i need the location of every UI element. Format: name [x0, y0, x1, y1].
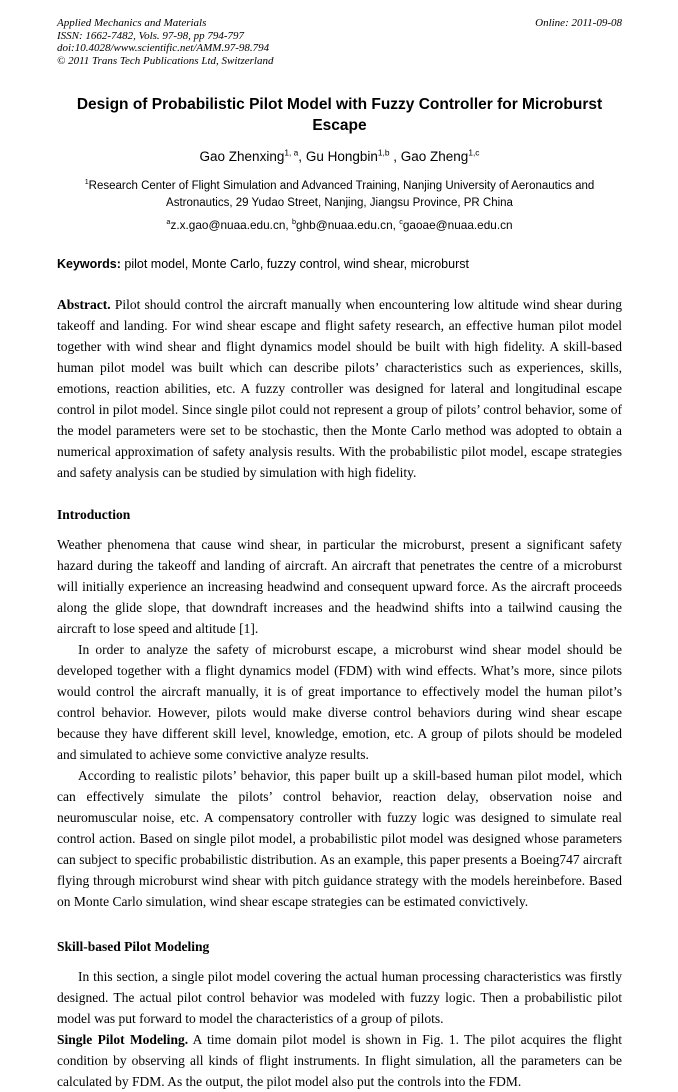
author-affiliation-mark: 1, a — [284, 147, 299, 158]
emails-line — [57, 218, 622, 232]
author-separator: , — [298, 149, 306, 164]
keywords-text: pilot model, Monte Carlo, fuzzy control, wind shear, microburst — [120, 257, 469, 271]
affiliation-text: Research Center of Flight Simulation and Advanced Training, Nanjing University of Aeronautics and Astronautics, 29 Yudao Street, Nanjing, Jiangsu Province, PR China — [88, 180, 595, 209]
section-heading-introduction: Introduction — [57, 507, 131, 522]
journal-name: Applied Mechanics and Materials — [57, 17, 207, 29]
copyright-line: © 2011 Trans Tech Publications Ltd, Switzerland — [57, 54, 274, 67]
keywords-line — [57, 257, 622, 271]
email-address: ghb@nuaa.edu.cn — [296, 218, 393, 232]
email-address: gaoae@nuaa.edu.cn — [402, 218, 513, 232]
introduction-paragraph-3: According to realistic pilots’ behavior, this paper built up a skill-based human pilot model, which can effectively simulate the pilots’ control behavior, reaction delay, observation noise and neuromuscular noise, etc. A compensatory controller with fuzzy logic was designed to simulate real control action. Based on single pilot model, a probabilistic pilot model was designed whose parameters can subject to specific probabilistic distribution. As an example, this paper presents a Boeing747 aircraft flying through microburst wind shear with pitch guidance strategy with the models hereinbefore. Based on Monte Carlo simulation, wind shear escape strategies can be estimated convictively. — [57, 768, 622, 909]
author-name: Gao Zhenxing — [199, 149, 285, 164]
email-separator: , — [392, 218, 400, 232]
online-date: Online: 2011-09-08 — [535, 17, 622, 29]
authors-line — [57, 149, 622, 164]
author-name: Gu Hongbin — [305, 149, 378, 164]
abstract-text: Pilot should control the aircraft manually when encountering low altitude wind shear during takeoff and landing. For wind shear escape and flight safety research, an effective human pilot model together with wind shear and flight dynamics model should be built with high fidelity. A skill-based human pilot model was built which can describe pilots’ characteristics such as experiences, skills, emotions, reaction abilities, etc. A fuzzy controller was designed for lateral and longitudinal escape control in pilot model. Since single pilot could not represent a group of pilots’ control behavior, some of the model parameters were set to be stochastic, then the Monte Carlo method was adopted to obtain a numerical approximation of safety analysis results. With the probabilistic pilot model, escape strategies and safety analysis can be studied by simulation with high fidelity. — [57, 297, 622, 480]
email-separator: , — [285, 218, 292, 232]
affiliation-line — [70, 178, 610, 211]
skill-section-paragraph-1: In this section, a single pilot model covering the actual human processing characteristics was firstly designed. The actual pilot control behavior was modeled with fuzzy logic. Then a probabilistic pilot model was put forward to model the characteristics of a group of pilots. — [57, 969, 622, 1026]
journal-header — [57, 17, 622, 67]
keywords-label: Keywords: — [57, 257, 121, 271]
author-name: Gao Zheng — [400, 149, 469, 164]
email-mark: c — [399, 217, 403, 227]
single-pilot-modeling-text: A time domain pilot model is shown in Fig. 1. The pilot acquires the flight condition by observing all kinds of flight instruments. In flight simulation, all the parameters can be calculated by FDM. As the output, the pilot model also put the controls into the FDM. — [57, 1032, 622, 1089]
issn-line: ISSN: 1662-7482, Vols. 97-98, pp 794-797 — [57, 29, 244, 42]
introduction-paragraph-1: Weather phenomena that cause wind shear, in particular the microburst, present a significant safety hazard during the takeoff and landing of aircraft. An aircraft that penetrates the centre of a microburst will initially experience an increasing headwind and consequent upward force. As the aircraft proceeds along the glide slope, that downdraft increases and the headwind shifts into a tailwind causing the aircraft to lose speed and altitude [1]. — [57, 537, 622, 636]
skill-section-paragraph-2 — [57, 1029, 622, 1092]
abstract-label: Abstract. — [57, 297, 111, 312]
email-mark: b — [291, 217, 297, 227]
doi-line: doi:10.4028/www.scientific.net/AMM.97-98.794 — [57, 42, 270, 54]
author-separator: , — [389, 149, 401, 164]
email-mark: a — [166, 217, 171, 227]
author-affiliation-mark: 1,b — [377, 147, 390, 158]
author-affiliation-mark: 1,c — [468, 147, 480, 158]
section-heading-skill-based-pilot-modeling: Skill-based Pilot Modeling — [57, 939, 210, 954]
abstract-paragraph — [57, 294, 622, 483]
introduction-paragraph-2: In order to analyze the safety of microburst escape, a microburst wind shear model should be developed together with a flight dynamics model (FDM) with wind effects. What’s more, since pilots would control the aircraft manually, it is of great importance to effectively model the human pilot’s control behavior. However, pilots would make diverse control behaviors during wind shear escape because they have different skill level, knowledge, emotion, etc. A group of pilots should be modeled and simulated to achieve some convictive analyze results. — [57, 642, 622, 762]
email-address: z.x.gao@nuaa.edu.cn — [170, 218, 286, 232]
paper-title: Design of Probabilistic Pilot Model with Fuzzy Controller for Microburst Escape — [76, 96, 603, 134]
journal-header-line1 — [57, 17, 622, 30]
single-pilot-modeling-label: Single Pilot Modeling. — [57, 1032, 189, 1047]
affiliation-mark: 1 — [84, 178, 89, 187]
